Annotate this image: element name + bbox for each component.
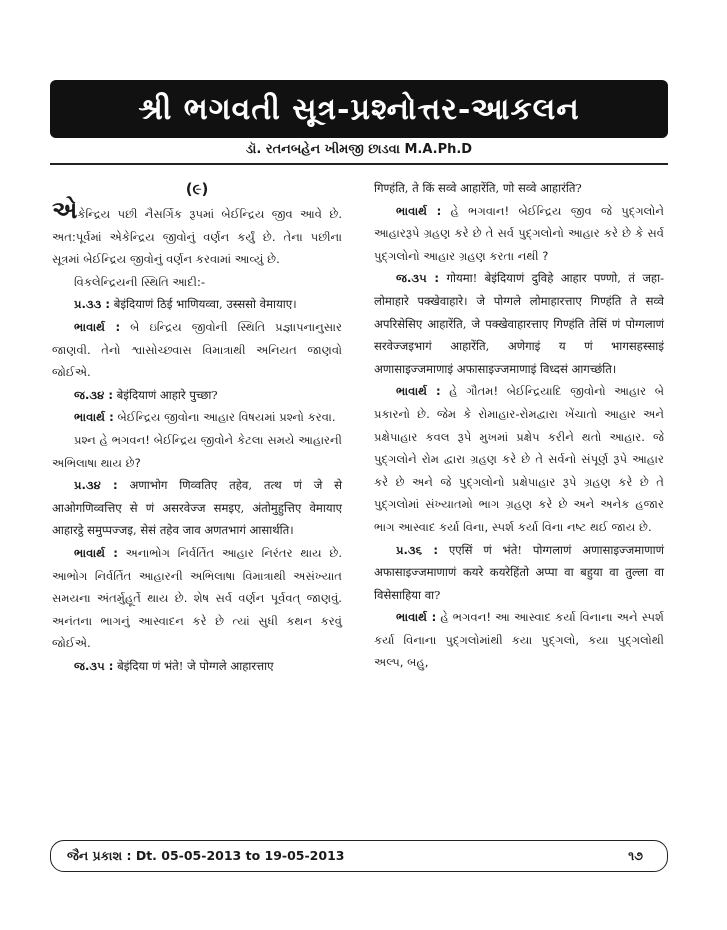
meaning-6 — [374, 606, 664, 674]
answer-35 — [52, 655, 342, 678]
page-title: શ્રી ભગવતી સૂત્ર-પ્રશ્નોત્તર-આકલન — [138, 91, 580, 127]
question-text: बेइंदियाणं ठिई भाणियव्वा, उस्ससो वेमायाए। — [113, 297, 297, 312]
meaning-text: બે ઇન્દ્રિય જીવોની સ્થિતિ પ્રજ્ઞાપનાનુસાર જાણવી. તેનો શ્વાસોચ્છ્વાસ વિમાત્રાથી અનિયત જાણવો જોઈએ. — [52, 319, 342, 380]
answer-text: गोयमा! बेइंदियाणं दुविहे आहार पण्णो, तं जहा-लोमाहारे पक्खेवाहारे। जे पोग्गले लोमाहारत्ताए गिण्हंति ते सव्वे अपरिसेसिए आहारेंति, जे पक्खेवाहारत्ताए गिण्हंति तेसिं णं पोग्गलाणं सरवेज्जइभागं आहारेंति, अणेगाइं य णं भागसहस्साइं अणासाइज्जमाणाइं अफासाइज्जमाणाइं विध्दसं आगच्छंति। — [374, 271, 664, 376]
question-33 — [52, 293, 342, 316]
meaning-3 — [52, 542, 342, 655]
meaning-text: હે ભગવન! આ આસ્વાદ કર્યા વિનાના અને સ્પર્શ કર્યા વિનાના પુદ્ગલોમાંથી કયા પુદ્ગલો, કયા પુદ્ગલોથી અલ્પ, બહુ, — [374, 610, 664, 670]
meaning-4 — [374, 200, 664, 268]
intro-text: કેન્દ્રિય પછી નૈસર્ગિક રૂપમાં બેઈન્દ્રિય જીવ આવે છે. અત:પૂર્વમાં એકેન્દ્રિય જીવોનું વર્ણન કર્યું છે. તેના પછીના સૂત્રમાં બેઈન્દ્રિય જીવોનું વર્ણન કરવામાં આવ્યું છે. — [52, 207, 342, 267]
meaning-text: હે ગૌતમ! બેઈન્દ્રિયાદિ જીવોનો આહાર બે પ્રકારનો છે. જેમ કે રોમાહાર-રોમદ્વારા ખેંચાતો આહાર અને પ્રક્ષેપાહાર કવલ રૂપે મુખમાં પ્રક્ષેપ કરીને થતો આહાર. જે પુદ્ગલોને રોમ દ્વારા ગ્રહણ કરે છે તે સર્વનો સંપૂર્ણ રૂપે આહાર કરે છે અને જે પુદ્ગલોનો પ્રક્ષેપાહાર રૂપે ગ્રહણ કરે છે તે પુદ્ગલોમાં સંખ્યાતમો ભાગ ગ્રહણ કરે છે અને અનેક હજાર ભાગ આસ્વાદ કર્યા વિના, સ્પર્શ કર્યા વિના નષ્ટ થઈ જાય છે. — [374, 384, 665, 534]
question-text: एएसिं णं भंते! पोग्गलाणं अणासाइज्जमाणाणं अफासाइज्जमाणाणं कयरे कयरेहिंतो अप्पा वा बहुया वा तुल्ला वा विसेसाहिया वा? — [374, 542, 664, 602]
answer-label: જ.૩૪ : — [74, 387, 113, 402]
answer-text: बेइंदियाणं आहारे पुच्छा? — [116, 387, 218, 402]
meaning-text: અનાભોગ નિર્વર્તિત આહાર નિરંતર થાય છે. આભોગ નિર્વર્તિત આહારની અભિલાષા વિમાત્રાથી અસંખ્યાત સમયના અંતર્મુહૂર્તે થાય છે. શેષ સર્વ વર્ણન પૂર્વવત્ જાણવું. અનંતના ભાગનું આસ્વાદન કરે છે ત્યાં સુધી કથન કરવું જોઈએ. — [52, 545, 343, 651]
paragraph: પ્રશ્ન હે ભગવન! બેઈન્દ્રિય જીવોને કેટલા સમયે આહારની અભિલાષા થાય છે? — [52, 432, 342, 470]
title-banner — [50, 80, 668, 138]
meaning-label: ભાવાર્થ : — [74, 410, 114, 425]
answer-text: बेइंदिया णं भंते! जे पोग्गले आहारत्ताए — [117, 658, 274, 673]
right-column — [374, 177, 664, 674]
footer-publication: જૈન પ્રકાશ : Dt. 05-05-2013 to 19-05-2013 — [67, 848, 345, 863]
author-line: ડૉ. રતનબહેન ખીમજી છાડવા M.A.Ph.D — [245, 142, 473, 157]
page-number: ૧૭ — [628, 848, 643, 863]
drop-cap: એ — [52, 196, 78, 224]
left-column — [52, 177, 342, 677]
meaning-text: બેઈન્દ્રિય જીવોના આહાર વિષયમાં પ્રશ્નો કરવા. — [117, 410, 336, 425]
header-divider — [50, 163, 668, 165]
meaning-label: ભાવાર્થ : — [396, 610, 437, 625]
continued-text: गिण्हंति, ते किं सव्वे आहारेंति, णो सव्वे आहारंति? — [374, 181, 582, 195]
answer-label: જ.૩૫ : — [74, 658, 114, 673]
meaning-label: ભાવાર્થ : — [396, 384, 441, 399]
question-label: પ્ર.૩૪ : — [74, 478, 118, 493]
answer-label: જ.૩૫ : — [396, 271, 440, 286]
question-label: પ્ર.૩૬ : — [396, 542, 438, 557]
meaning-2 — [52, 406, 342, 429]
meaning-label: ભાવાર્થ : — [74, 545, 118, 560]
section-number: (૯) — [185, 180, 209, 198]
answer-34 — [52, 384, 342, 407]
question-text: अणाभोग णिव्वतिए तहेव, तत्थ णं जे से आओगणिव्वत्तिए से णं असरवेज्ज समइए, अंतोमुहुत्तिए वेमायाए आहारट्ठे समुप्पज्जइ, सेसं तहेव जाव अणतभागं आसार्थति। — [52, 478, 343, 538]
question-36 — [374, 539, 664, 607]
meaning-1 — [52, 316, 342, 384]
footer-bar — [50, 840, 668, 872]
meaning-5 — [374, 380, 664, 538]
meaning-text: હે ભગવાન! બેઈન્દ્રિય જીવ જે પુદ્ગલોને આહારરૂપે ગ્રહણ કરે છે તે સર્વ પુદ્ગલોનો આહાર કરે છે કે સર્વ પુદ્ગલોનો આહાર ગ્રહણ કરતા નથી ? — [374, 203, 664, 263]
question-34 — [52, 474, 342, 542]
paragraph: વિકલેન્દ્રિયની સ્થિતિ આદી:- — [74, 274, 206, 289]
meaning-label: ભાવાર્થ : — [396, 203, 442, 218]
answer-35b — [374, 267, 664, 380]
meaning-label: ભાવાર્થ : — [74, 319, 121, 334]
question-label: પ્ર.૩૩ : — [74, 297, 111, 312]
intro-paragraph — [52, 196, 342, 271]
